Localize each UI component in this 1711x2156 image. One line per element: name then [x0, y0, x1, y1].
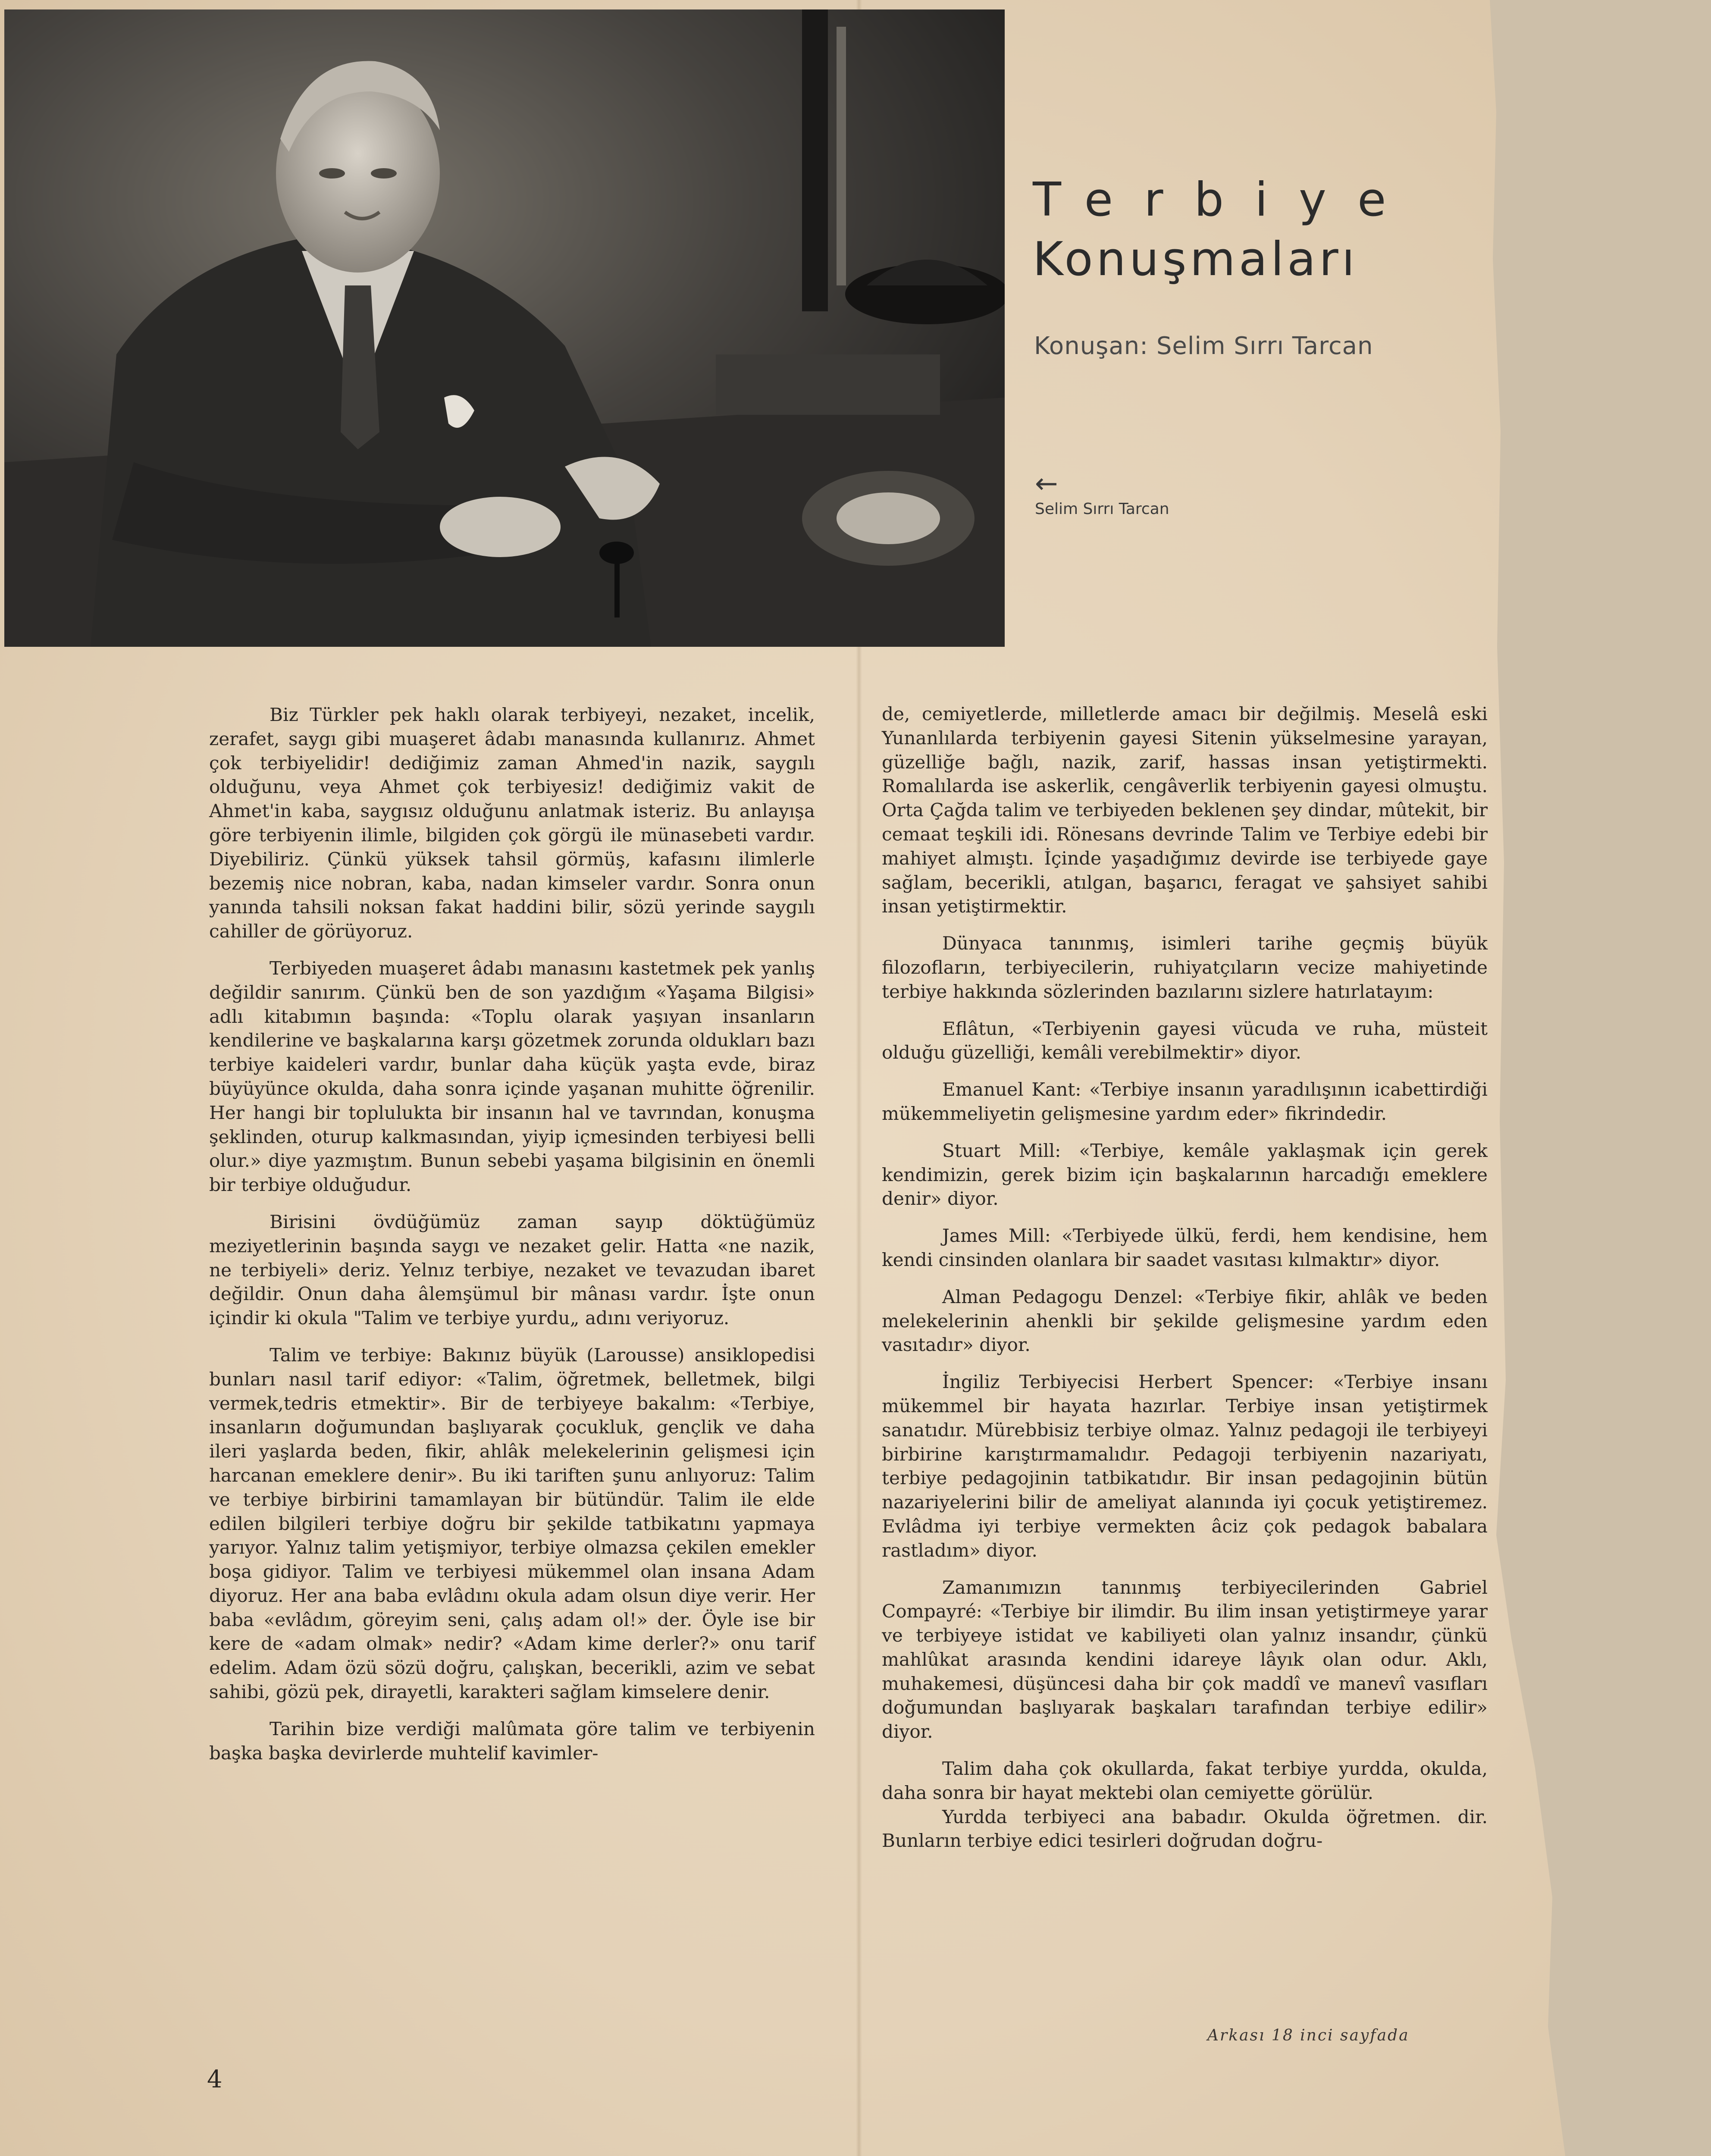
paragraph: Alman Pedagogu Denzel: «Terbiye fikir, ahlâk ve beden melekelerinin ahenkli bir şekilde gelişmesine yardım eden vasıtadır» diyor.	[882, 1286, 1488, 1356]
paragraph: Birisini övdüğümüz zaman sayıp döktüğümüz meziyetlerinin başında saygı ve nezaket gelir. Hatta «ne nazik, ne terbiyeli» deriz. Yelnız terbiye, nezaket ve tevazudan ibaret değildir. Onun daha âlemşümul bir mânası vardır. İşte onun içindir ki okula "Talim ve terbiye yurdu„ adını veriyoruz.	[209, 1211, 815, 1329]
article-title	[1033, 170, 1516, 289]
paragraph: de, cemiyetlerde, milletlerde amacı bir değilmiş. Meselâ eski Yunanlılarda terbiyenin gayesi Sitenin yükselmesine yarayan, güzelliğe bağlı, nazik, zarif, hassas insan yetiştirmekti. Romalılarda ise askerlik, cengâverlik terbiyenin gayesi olmuştu. Orta Çağda talim ve terbiyeden beklenen şey dindar, mûtekit, bir cemaat teşkili idi. Rönesans devrinde Talim ve Terbiye edebi bir mahiyet almıştı. İçinde yaşadığımız devirde ise terbiyede gaye sağlam, becerikli, atılgan, başarıcı, feragat ve şahsiyet sahibi insan yetiştirmektir.	[882, 703, 1488, 917]
paragraph: Talim ve terbiye: Bakınız büyük (Larousse) ansiklopedisi bunları nasıl tarif ediyor: «Talim, öğretmek, belletmek, bilgi vermek,tedris etmektir». Bir de terbiyeye bakalım: «Terbiye, insanların doğumundan başlıyarak çocukluk, gençlik ve daha ileri yaşlarda beden, fikir, ahlâk melekelerinin gelişmesi için harcanan emeklere denir». Bu iki tariften şunu anlıyoruz: Talim ve terbiye birbirini tamamlayan bir bütündür. Talim ile elde edilen bilgileri terbiye doğru bir şekilde tatbikatını yapmaya yarıyor. Yalnız talim yetişmiyor, terbiye olmazsa çekilen emekler boşa gidiyor. Talim ve terbiyesi mükemmel olan insana Adam diyoruz. Her ana baba evlâdını okula adam olsun diye verir. Her baba «evlâdım, göreyim seni, çalış adam ol!» der. Öyle ise bir kere de «adam olmak» nedir? «Adam kime derler?» onu tarif edelim. Adam özü sözü doğru, çalışkan, becerikli, azim ve sebat sahibi, gözü pek, dirayetli, karakteri sağlam kimselere denir.	[209, 1344, 815, 1703]
paragraph: Emanuel Kant: «Terbiye insanın yaradılışının icabettirdiği mükemmeliyetin gelişmesine yardım eder» fikrindedir.	[882, 1079, 1488, 1124]
paragraph: Terbiyeden muaşeret âdabı manasını kastetmek pek yanlış değildir sanırım. Çünkü ben de son yazdığım «Yaşama Bilgisi» adlı kitabımın başında: «Toplu olarak yaşıyan insanların kendilerine ve başkalarına karşı gözetmek zorunda oldukları bazı terbiye kaideleri vardır, bunlar daha küçük yaşta evde, biraz büyüyünce okulda, daha sonra içinde yaşanan muhitte öğrenilir. Her hangi bir toplulukta bir insanın hal ve tavrından, konuşma şeklinden, oturup kalkmasından, yiyip içmesinden terbiyesi belli olur.» diye yazmıştım. Bunun sebebi yaşama bilgisinin en önemli bir terbiye olduğudur.	[209, 957, 815, 1196]
left-arrow-icon: ←	[1035, 468, 1058, 500]
title-line-2: Konuşmaları	[1033, 232, 1358, 286]
title-line-1: Terbiye	[1033, 173, 1417, 227]
portrait-illustration	[4, 9, 1005, 647]
left-column	[209, 703, 815, 1765]
paragraph: Stuart Mill: «Terbiye, kemâle yaklaşmak için gerek kendimizin, gerek bizim için başkalarının harcadığı emeklere denir» diyor.	[882, 1140, 1488, 1210]
right-column	[882, 702, 1488, 1853]
paragraph: Dünyaca tanınmış, isimleri tarihe geçmiş büyük filozofların, terbiyecilerin, ruhiyatçıların vecize mahiyetinde terbiye hakkında sözlerinden bazılarını sizlere hatırlatayım:	[882, 933, 1488, 1002]
page-number: 4	[207, 2065, 222, 2093]
paragraph: Zamanımızın tanınmış terbiyecilerinden Gabriel Compayré: «Terbiye bir ilimdir. Bu ilim insan yetiştirmeye yarar ve terbiyeye istidat ve kabiliyeti olan yalnız insandır, çünkü mahlûkat arasında kendini idareye lâyık olan odur. Aklı, muhakemesi, düşüncesi daha bir çok maddî ve manevî vasıfları doğumundan başlıyarak başkaları tarafından terbiye edilir» diyor.	[882, 1576, 1488, 1742]
paragraph: Biz Türkler pek haklı olarak terbiyeyi, nezaket, incelik, zerafet, saygı gibi muaşeret âdabı manasında kullanırız. Ahmet çok terbiyelidir! dediğimiz zaman Ahmed'in nazik, saygılı olduğunu, veya Ahmet çok terbiyesiz! dediğimiz vakit de Ahmet'in kaba, saygısız olduğunu anlatmak isteriz. Bu anlayışa göre terbiyenin ilimle, bilgiden çok görgü ile münasebeti vardır. Diyebiliriz. Çünkü yüksek tahsil görmüş, kafasını ilimlerle bezemiş nice nobran, kaba, nadan kimseler vardır. Sonra onun yanında tahsili noksan fakat haddini bilir, sözü yerinde saygılı cahiller de görüyoruz.	[209, 704, 815, 942]
paragraph: James Mill: «Terbiyede ülkü, ferdi, hem kendisine, hem kendi cinsinden olanlara bir saadet vasıtası kılmaktır» diyor.	[882, 1225, 1488, 1270]
photo-caption: Selim Sırrı Tarcan	[1035, 500, 1169, 518]
paragraph: Tarihin bize verdiği malûmata göre talim ve terbiyenin başka başka devirlerde muhtelif kavimler-	[209, 1718, 815, 1764]
continued-note: Arkası 18 inci sayfada	[1207, 2027, 1410, 2044]
article-byline: Konuşan: Selim Sırrı Tarcan	[1034, 332, 1373, 360]
paragraph: Eflâtun, «Terbiyenin gayesi vücuda ve ruha, müsteit olduğu güzelliği, kemâli verebilmektir» diyor.	[882, 1018, 1488, 1063]
paragraph: İngiliz Terbiyecisi Herbert Spencer: «Terbiye insanı mükemmel bir hayata hazırlar. Terbiye insan yetiştirmek sanatıdır. Mürebbisiz terbiye olmaz. Yalnız pedagoji ile terbiyeyi birbirine karıştırmamalıdır. Pedagoji terbiyenin nazariyatı, terbiye pedagojinin tatbikatıdır. Bir insan pedagojinin bütün nazariyelerini bilir de ameliyat alanında iyi çocuk yetiştiremez. Evlâdma iyi terbiye vermekten âciz çok pedagok babalara rastladım» diyor.	[882, 1371, 1488, 1561]
portrait-photo	[4, 9, 1005, 647]
paragraph: Talim daha çok okullarda, fakat terbiye yurdda, okulda, daha sonra bir hayat mektebi olan cemiyette görülür.	[882, 1758, 1488, 1803]
paragraph: Yurdda terbiyeci ana babadır. Okulda öğretmen. dir. Bunların terbiye edici tesirleri doğrudan doğru-	[882, 1806, 1488, 1852]
